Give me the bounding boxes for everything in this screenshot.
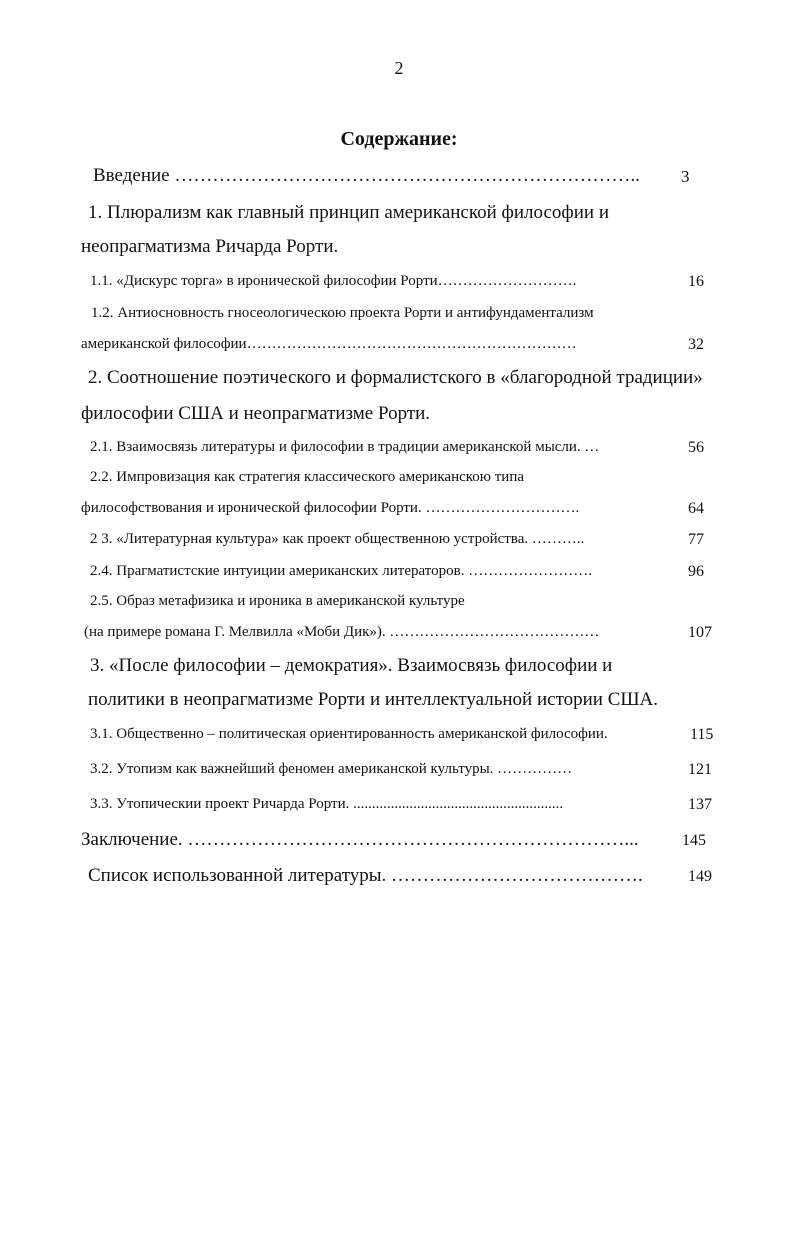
toc-page-2-5: 107 <box>688 624 712 641</box>
toc-entry-1-2-line-1: 1.2. Антиосновность гносеологическою проекта Рорти и антифундаментализм <box>91 305 594 321</box>
toc-entry-2-3: 2 3. «Литературная культура» как проект общественною устройства. ……….. <box>90 532 585 547</box>
toc-page-bibliography: 149 <box>688 868 712 885</box>
toc-page-1-1: 16 <box>688 273 704 290</box>
toc-page-2-1: 56 <box>688 439 704 456</box>
page-number: 2 <box>394 58 404 78</box>
toc-entry-2-2-line-2: философствования и иронической философии Рорти. …………………………. <box>81 501 580 516</box>
toc-page-2-2: 64 <box>688 500 704 517</box>
toc-page-2-4: 96 <box>688 563 704 580</box>
toc-entry-2-5-line-2: (на примере романа Г. Мелвилла «Моби Дик»). …………………………………… <box>84 625 600 640</box>
toc-entry-1-2-line-2: американской философии………………………………………………………… <box>81 337 577 352</box>
toc-entry-3-2: 3.2. Утопизм как важнейший феномен американской культуры. …………… <box>90 762 573 777</box>
toc-entry-intro: Введение ……………………………………………………………….. <box>93 166 640 185</box>
toc-entry-2-4: 2.4. Прагматистские интуиции американских литераторов. ……………………. <box>90 564 592 579</box>
toc-page-conclusion: 145 <box>682 832 706 849</box>
chapter-2-title-line-1: 2. Соотношение поэтического и формалистского в «благородной традиции» <box>88 367 703 388</box>
toc-entry-conclusion: Заключение. ……………………………………………………………... <box>81 830 639 849</box>
toc-entry-bibliography: Список использованной литературы. …………………………………. <box>88 866 643 885</box>
toc-entry-3-1: 3.1. Общественно – политическая ориентированность американской философии. <box>90 727 608 742</box>
chapter-3-title-line-2: политики в неопрагматизме Рорти и интеллектуальной истории США. <box>88 689 659 710</box>
toc-entry-2-1: 2.1. Взаимосвязь литературы и философии в традиции американской мысли. … <box>90 440 600 455</box>
toc-page-3-1: 115 <box>690 726 714 743</box>
page-title: Содержание: <box>340 128 458 150</box>
chapter-3-title-line-1: 3. «После философии – демократия». Взаимосвязь философии и <box>90 655 613 676</box>
toc-entry-3-3: 3.3. Утопическии проект Ричарда Рорти. ........................................................ <box>90 797 564 812</box>
chapter-2-title-line-2: философии США и неопрагматизме Рорти. <box>81 403 431 424</box>
toc-entry-2-2-line-1: 2.2. Импровизация как стратегия классического американскою типа <box>90 469 525 485</box>
toc-page-3-2: 121 <box>688 761 712 778</box>
toc-page-2-3: 77 <box>688 531 704 548</box>
chapter-1-title-line-2: неопрагматизма Ричарда Рорти. <box>81 236 339 257</box>
chapter-1-title-line-1: 1. Плюрализм как главный принцип американской философии и <box>88 202 609 223</box>
toc-page-3-3: 137 <box>688 796 712 813</box>
toc-entry-1-1: 1.1. «Дискурс торга» в иронической философии Рорти………………………. <box>90 274 577 289</box>
toc-page-intro: 3 <box>681 167 690 186</box>
toc-entry-2-5-line-1: 2.5. Образ метафизика и ироника в американской культуре <box>90 593 465 609</box>
toc-page-1-2: 32 <box>688 336 704 353</box>
